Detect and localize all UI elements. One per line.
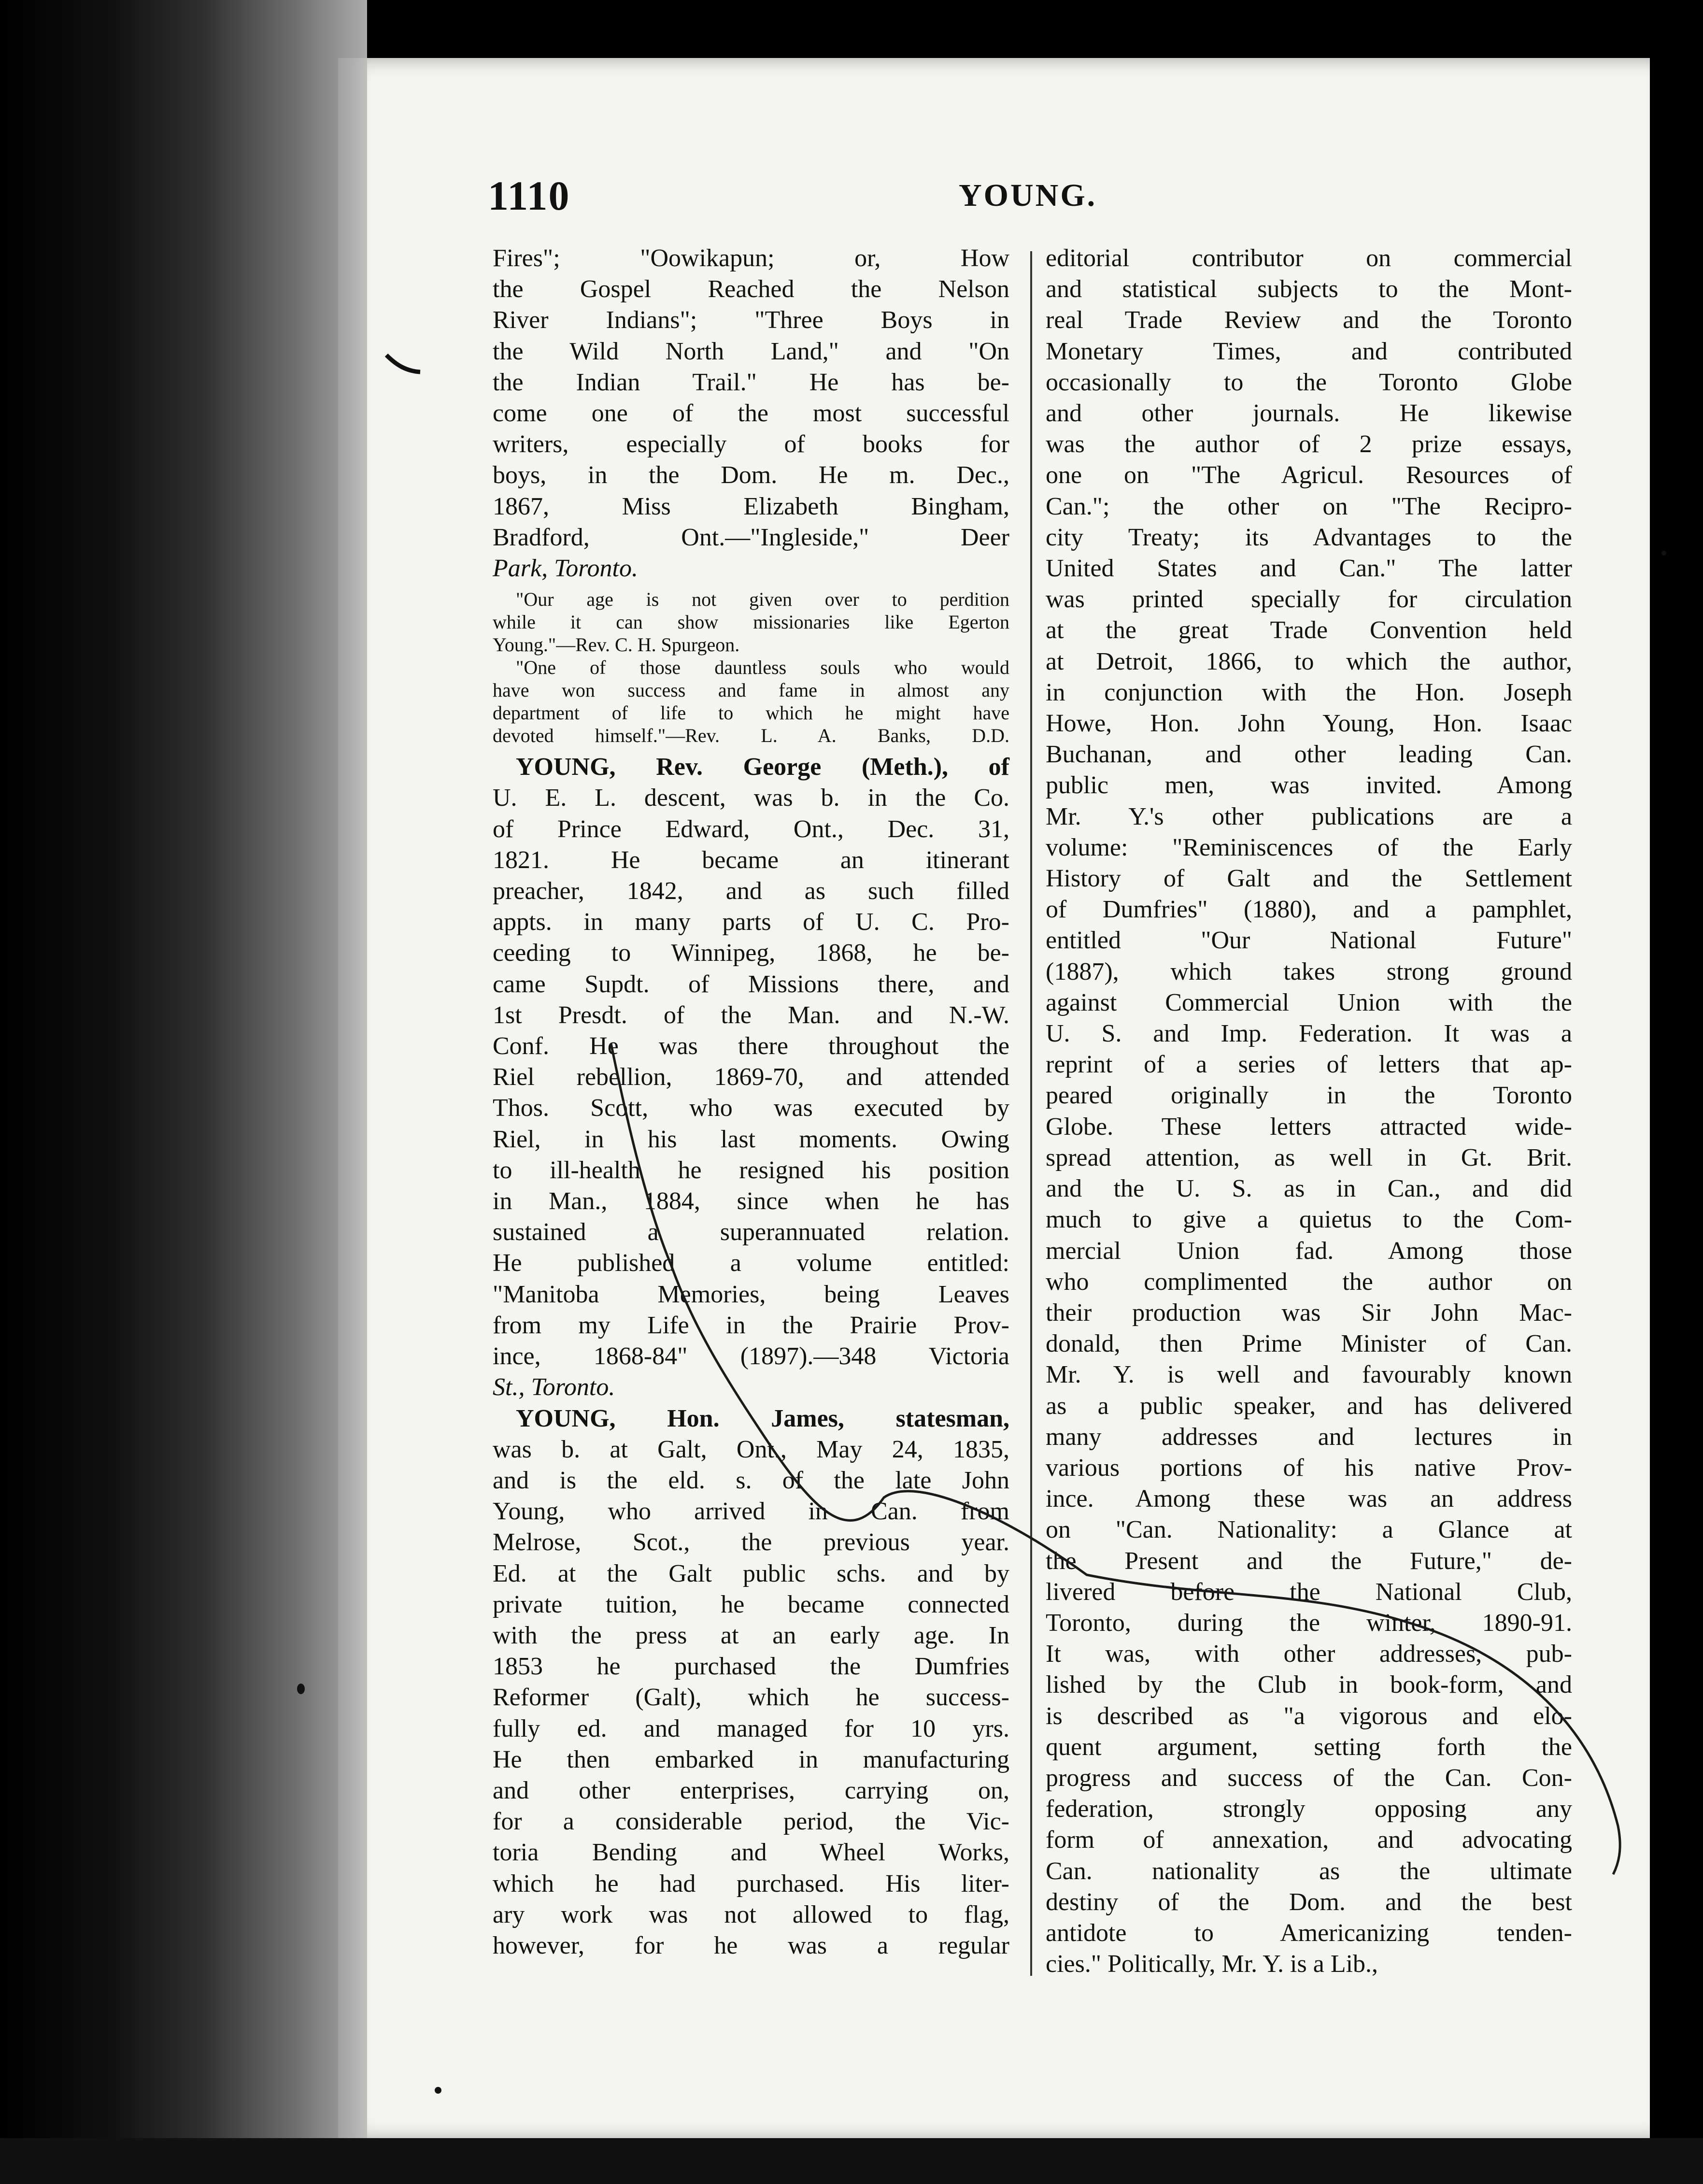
quote-line: Young."—Rev. C. H. Spurgeon.	[493, 634, 740, 656]
text-line: fully ed. and managed for 10 yrs.	[493, 1714, 1009, 1742]
text-line: with the press at an early age. In	[493, 1621, 1009, 1649]
text-line: Park, Toronto.	[493, 555, 638, 583]
ink-speck	[1661, 551, 1666, 556]
quote-line: department of life to which he might have	[493, 702, 1009, 724]
text-line: was b. at Galt, Ont., May 24, 1835,	[493, 1435, 1009, 1463]
text-line: public men, was invited. Among	[1046, 771, 1572, 799]
text-line: preacher, 1842, and as such filled	[493, 877, 1009, 905]
text-line: ary work was not allowed to flag,	[493, 1900, 1009, 1928]
text-line: U. E. L. descent, was b. in the Co.	[493, 784, 1009, 812]
text-line: and other enterprises, carrying on,	[493, 1776, 1009, 1804]
text-line: came Supdt. of Missions there, and	[493, 970, 1009, 998]
text-line: and statistical subjects to the Mont-	[1046, 275, 1572, 303]
text-line: Riel, in his last moments. Owing	[493, 1125, 1009, 1153]
ink-speck	[297, 1684, 305, 1694]
text-line: Conf. He was there throughout the	[493, 1032, 1009, 1060]
text-line: various portions of his native Prov-	[1046, 1454, 1572, 1482]
text-line: in conjunction with the Hon. Joseph	[1046, 678, 1572, 706]
text-line: quent argument, setting forth the	[1046, 1733, 1572, 1761]
text-line: who complimented the author on	[1046, 1268, 1572, 1296]
text-line: on "Can. Nationality: a Glance at	[1046, 1516, 1572, 1544]
text-line: city Treaty; its Advantages to the	[1046, 523, 1572, 551]
text-line: is described as "a vigorous and elo-	[1046, 1702, 1572, 1730]
text-line: of Prince Edward, Ont., Dec. 31,	[493, 815, 1009, 843]
text-line: the Indian Trail." He has be-	[493, 368, 1009, 396]
text-line: their production was Sir John Mac-	[1046, 1299, 1572, 1327]
text-line: Thos. Scott, who was executed by	[493, 1094, 1009, 1122]
page-number: 1110	[488, 172, 570, 219]
text-line: one on "The Agricul. Resources of	[1046, 461, 1572, 489]
text-line: 1821. He became an itinerant	[493, 846, 1009, 874]
text-line: Melrose, Scot., the previous year.	[493, 1528, 1009, 1556]
text-line: as a public speaker, and has delivered	[1046, 1392, 1572, 1420]
text-line: St., Toronto.	[493, 1373, 615, 1401]
text-line: the Present and the Future," de-	[1046, 1547, 1572, 1575]
entry-continuation	[493, 243, 1009, 584]
text-line: progress and success of the Can. Con-	[1046, 1764, 1572, 1792]
scan-border-bottom	[0, 2138, 1703, 2184]
text-line: lished by the Club in book-form, and	[1046, 1671, 1572, 1699]
text-line: livered before the National Club,	[1046, 1578, 1572, 1606]
text-line: federation, strongly opposing any	[1046, 1795, 1572, 1823]
text-line: Monetary Times, and contributed	[1046, 337, 1572, 365]
text-line: Globe. These letters attracted wide-	[1046, 1113, 1572, 1141]
text-line: River Indians"; "Three Boys in	[493, 306, 1009, 334]
text-line: come one of the most successful	[493, 400, 1009, 428]
text-line: U. S. and Imp. Federation. It was a	[1046, 1020, 1572, 1048]
text-line: donald, then Prime Minister of Can.	[1046, 1330, 1572, 1358]
text-line: and is the eld. s. of the late John	[493, 1466, 1009, 1494]
text-line: entitled "Our National Future"	[1046, 927, 1572, 955]
entry-young-james	[493, 1403, 1009, 1962]
text-line: at the great Trade Convention held	[1046, 616, 1572, 644]
text-line: peared originally in the Toronto	[1046, 1082, 1572, 1110]
text-line: of Dumfries" (1880), and a pamphlet,	[1046, 896, 1572, 924]
text-line: boys, in the Dom. He m. Dec.,	[493, 461, 1009, 489]
text-line: however, for he was a regular	[493, 1931, 1009, 1959]
text-line: was printed specially for circulation	[1046, 585, 1572, 614]
text-line: Toronto, during the winter, 1890-91.	[1046, 1609, 1572, 1637]
ink-speck	[435, 2087, 441, 2094]
text-line: sustained a superannuated relation.	[493, 1218, 1009, 1246]
text-line: 1st Presdt. of the Man. and N.-W.	[493, 1001, 1009, 1029]
text-line: private tuition, he became connected	[493, 1590, 1009, 1618]
text-line: Mr. Y. is well and favourably known	[1046, 1361, 1572, 1389]
text-line: "Manitoba Memories, being Leaves	[493, 1280, 1009, 1308]
text-line: editorial contributor on commercial	[1046, 244, 1572, 272]
text-line: at Detroit, 1866, to which the author,	[1046, 647, 1572, 675]
text-line: toria Bending and Wheel Works,	[493, 1839, 1009, 1867]
text-line: from my Life in the Prairie Prov-	[493, 1311, 1009, 1339]
left-column	[493, 243, 1009, 1961]
column-divider	[1030, 251, 1032, 1976]
page-header	[488, 171, 1550, 225]
text-line: spread attention, as well in Gt. Brit.	[1046, 1143, 1572, 1171]
text-line: real Trade Review and the Toronto	[1046, 306, 1572, 334]
text-line: 1867, Miss Elizabeth Bingham,	[493, 492, 1009, 520]
text-line: cies." Politically, Mr. Y. is a Lib.,	[1046, 1950, 1378, 1978]
text-line: antidote to Americanizing tenden-	[1046, 1919, 1572, 1947]
quote-line: devoted himself."—Rev. L. A. Banks, D.D.	[493, 725, 1009, 747]
text-line: (1887), which takes strong ground	[1046, 957, 1572, 985]
text-line: United States and Can." The latter	[1046, 555, 1572, 583]
text-line: the Wild North Land," and "On	[493, 337, 1009, 365]
text-line: Ed. at the Galt public schs. and by	[493, 1559, 1009, 1587]
text-line: Fires"; "Oowikapun; or, How	[493, 244, 1009, 272]
entry-heading-line: YOUNG, Hon. James, statesman,	[516, 1404, 1009, 1432]
text-line: Bradford, Ont.—"Ingleside," Deer	[493, 523, 1009, 551]
text-line: He then embarked in manufacturing	[493, 1745, 1009, 1773]
text-line: many addresses and lectures in	[1046, 1423, 1572, 1451]
text-line: occasionally to the Toronto Globe	[1046, 368, 1572, 396]
text-line: against Commercial Union with the	[1046, 988, 1572, 1016]
text-line: History of Galt and the Settlement	[1046, 865, 1572, 893]
entry-heading-line: YOUNG, Rev. George (Meth.), of	[516, 753, 1009, 781]
quote-line: while it can show missionaries like Egerton	[493, 611, 1009, 633]
text-line: in Man., 1884, since when he has	[493, 1187, 1009, 1215]
text-line: form of annexation, and advocating	[1046, 1826, 1572, 1854]
text-line: mercial Union fad. Among those	[1046, 1237, 1572, 1265]
text-line: It was, with other addresses, pub-	[1046, 1640, 1572, 1668]
text-line: He published a volume entitled:	[493, 1249, 1009, 1277]
text-line: writers, especially of books for	[493, 430, 1009, 458]
text-line: Can."; the other on "The Recipro-	[1046, 492, 1572, 520]
scan-border-right	[1650, 0, 1703, 2184]
text-line: 1853 he purchased the Dumfries	[493, 1653, 1009, 1681]
text-line: ince. Among these was an address	[1046, 1485, 1572, 1513]
right-column	[1046, 243, 1572, 1980]
text-line: was the author of 2 prize essays,	[1046, 430, 1572, 458]
quote-line: have won success and fame in almost any	[493, 679, 1009, 701]
text-line: the Gospel Reached the Nelson	[493, 275, 1009, 303]
text-line: for a considerable period, the Vic-	[493, 1808, 1009, 1836]
text-line: and other journals. He likewise	[1046, 400, 1572, 428]
text-line: Young, who arrived in Can. from	[493, 1498, 1009, 1526]
text-line: to ill-health he resigned his position	[493, 1156, 1009, 1184]
text-line: Riel rebellion, 1869-70, and attended	[493, 1063, 1009, 1091]
text-line: Buchanan, and other leading Can.	[1046, 741, 1572, 769]
entry-young-george	[493, 752, 1009, 1403]
text-line: much to give a quietus to the Com-	[1046, 1206, 1572, 1234]
testimonial-quotes	[493, 588, 1009, 747]
quote-line: "Our age is not given over to perdition	[516, 588, 1009, 611]
text-line: Mr. Y.'s other publications are a	[1046, 802, 1572, 830]
text-line: reprint of a series of letters that ap-	[1046, 1051, 1572, 1079]
scan-border-left	[0, 0, 367, 2184]
text-line: ince, 1868-84" (1897).—348 Victoria	[493, 1342, 1009, 1370]
text-line: Howe, Hon. John Young, Hon. Isaac	[1046, 710, 1572, 738]
text-line: ceeding to Winnipeg, 1868, he be-	[493, 939, 1009, 967]
text-line: which he had purchased. His liter-	[493, 1870, 1009, 1898]
text-line: volume: "Reminiscences of the Early	[1046, 833, 1572, 861]
text-line: appts. in many parts of U. C. Pro-	[493, 908, 1009, 936]
quote-line: "One of those dauntless souls who would	[516, 657, 1009, 679]
text-line: Can. nationality as the ultimate	[1046, 1857, 1572, 1885]
running-head: YOUNG.	[959, 178, 1097, 213]
text-line: destiny of the Dom. and the best	[1046, 1888, 1572, 1916]
text-line: Reformer (Galt), which he success-	[493, 1684, 1009, 1712]
text-line: and the U. S. as in Can., and did	[1046, 1175, 1572, 1203]
